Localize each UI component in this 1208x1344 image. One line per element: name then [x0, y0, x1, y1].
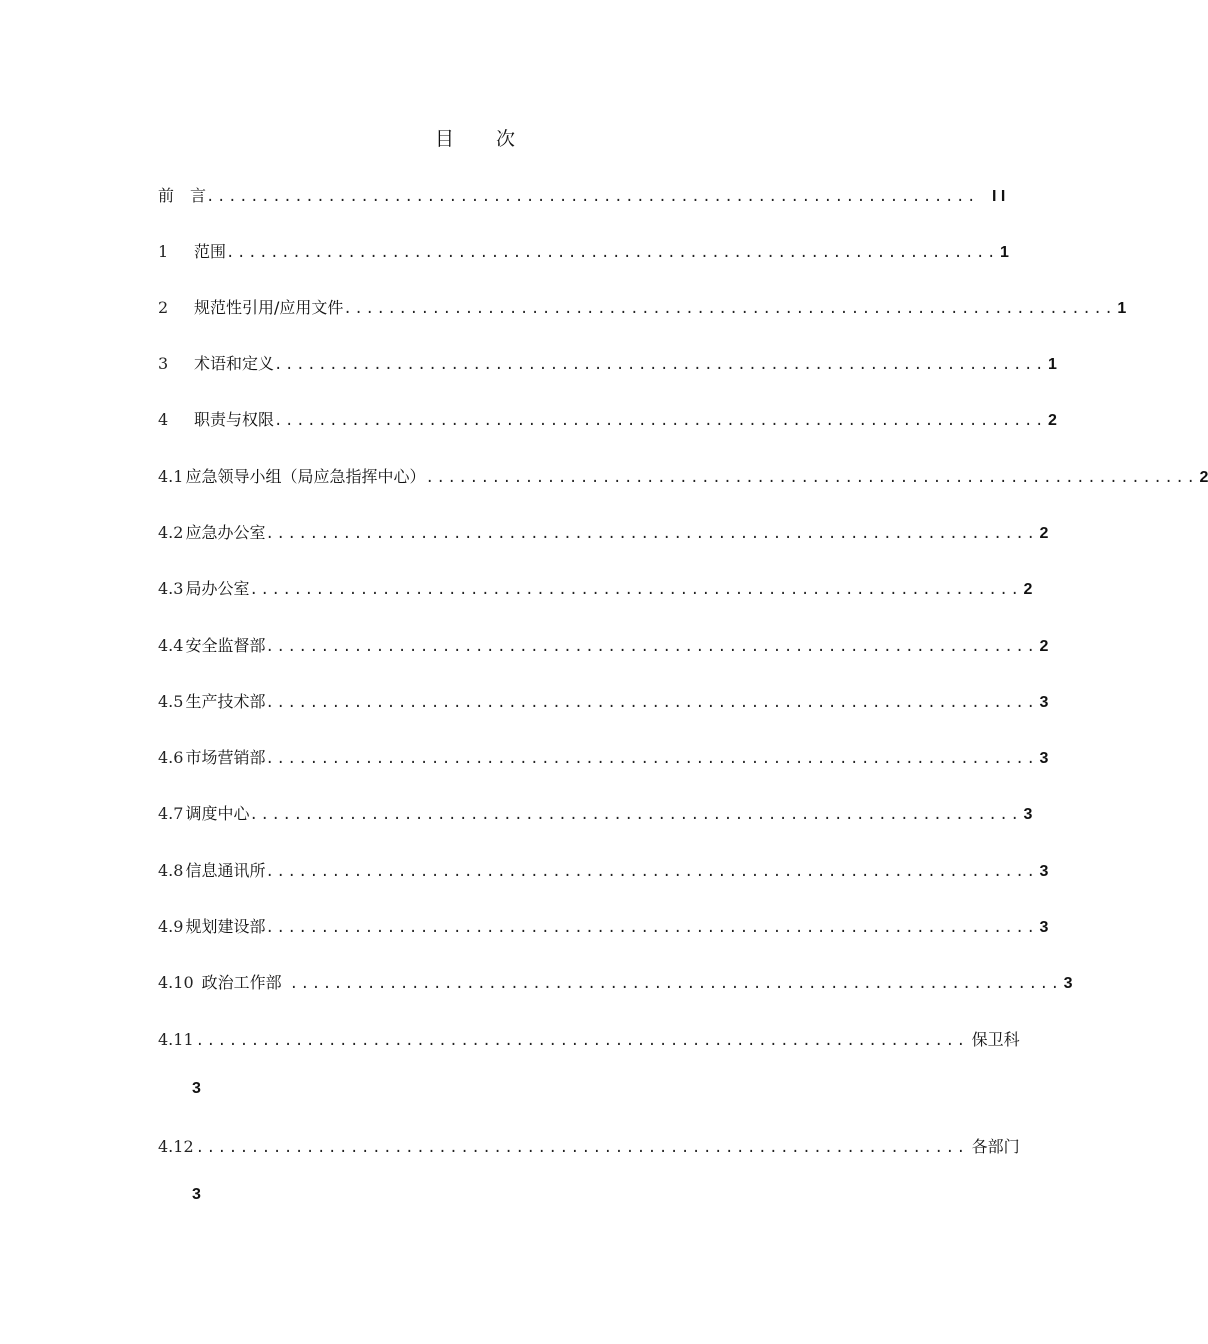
toc-leader-dots: ...................................................................... [289, 976, 1062, 992]
toc-entry-label: 应急领导小组（局应急指挥中心） [185, 467, 426, 486]
toc-entry-number: 2 [158, 298, 169, 317]
toc-entry-label: 政治工作部 [201, 973, 282, 992]
toc-leader-dots: ...................................................................... [249, 807, 1022, 823]
toc-entry-page: 2 [1039, 638, 1049, 655]
toc-leader-dots: ...................................................................... [274, 413, 1047, 429]
toc-entry-number: 1 [158, 242, 169, 261]
toc-entry[interactable] [158, 238, 1009, 266]
toc-entry-number: 4.9 [158, 917, 184, 936]
toc-entry-label: 范围 [194, 242, 227, 261]
toc-entry[interactable] [158, 519, 1049, 547]
toc-entry-page: 2 [1048, 412, 1057, 429]
toc-entry[interactable] [158, 575, 1033, 603]
toc-entry-label: 职责与权限 [194, 410, 275, 429]
toc-entry-number: 4.11 [158, 1030, 194, 1049]
toc-entry-number: 4.12 [158, 1137, 194, 1156]
toc-leader-dots: ...................................................................... [195, 1033, 968, 1049]
toc-entry-label: 生产技术部 [185, 692, 266, 711]
toc-entry-page: 2 [1023, 581, 1033, 598]
toc-leader-dots: ...................................................................... [249, 582, 1022, 598]
toc-entry-page: 1 [1000, 244, 1009, 261]
toc-entry-number: 4.3 [158, 579, 184, 598]
toc-leader-dots: ...................................................................... [265, 920, 1038, 936]
toc-entry[interactable] [158, 800, 1033, 828]
toc-entry-label: 信息通讯所 [185, 861, 266, 880]
toc-entry-page: 1 [1048, 356, 1057, 373]
toc-entry-page: 2 [1199, 469, 1208, 486]
toc-entry-number: 4.8 [158, 861, 184, 880]
toc-entry-page: 3 [1023, 806, 1033, 823]
toc-entry[interactable] [158, 406, 1057, 434]
toc-leader-dots: ...................................................................... [226, 245, 999, 261]
toc-entry-label: 各部门 [971, 1137, 1020, 1156]
toc-entry-label: 规划建设部 [185, 917, 266, 936]
toc-entry[interactable] [158, 632, 1049, 660]
toc-entry-label: 前 言 [158, 186, 207, 205]
toc-leader-dots: ...................................................................... [343, 301, 1116, 317]
toc-entry[interactable] [158, 857, 1049, 885]
toc-entry-label: 安全监督部 [185, 636, 266, 655]
toc-leader-dots: ...................................................................... [195, 1140, 968, 1156]
toc-leader-dots: ...................................................................... [274, 357, 1047, 373]
toc-entry-label: 局办公室 [185, 579, 250, 598]
toc-entry[interactable] [158, 744, 1049, 772]
toc-entry-page: 3 [1039, 694, 1049, 711]
toc-entry-number: 4.2 [158, 523, 184, 542]
toc-entry-number: 3 [158, 354, 169, 373]
toc-leader-dots: ...................................................................... [265, 864, 1038, 880]
toc-entry-page: 2 [1039, 525, 1049, 542]
toc-entry-page: 3 [1063, 975, 1073, 992]
toc-entry-page: 3 [1039, 919, 1049, 936]
toc-entry[interactable] [158, 463, 1208, 491]
toc-title: 目 次 [434, 128, 534, 150]
toc-entry-page: 3 [192, 1186, 201, 1203]
toc-entry-number: 4.7 [158, 804, 184, 823]
toc-entry-number: 4.6 [158, 748, 184, 767]
toc-leader-dots: ...................................................................... [206, 189, 979, 205]
toc-entry-number: 4.10 [158, 973, 194, 992]
toc-entry-wrapped[interactable] [158, 1133, 1020, 1161]
toc-entry-label: 应急办公室 [185, 523, 266, 542]
toc-entry-page: I I [992, 188, 1006, 205]
toc-leader-dots: ...................................................................... [425, 470, 1198, 486]
toc-entry-page: 3 [192, 1080, 201, 1097]
toc-leader-dots: ...................................................................... [265, 526, 1038, 542]
toc-entry[interactable] [158, 294, 1127, 322]
toc-entry[interactable] [158, 350, 1057, 378]
toc-entry[interactable] [158, 688, 1049, 716]
toc-entry-number: 4.4 [158, 636, 184, 655]
toc-entry[interactable] [158, 969, 1073, 997]
toc-entry-preface[interactable] [158, 182, 1006, 210]
toc-entry-number: 4.5 [158, 692, 184, 711]
toc-entry-label: 调度中心 [185, 804, 250, 823]
toc-entry-page: 1 [1117, 300, 1127, 317]
toc-entry-wrapped[interactable] [158, 1026, 1020, 1054]
toc-entry-page: 3 [1039, 863, 1049, 880]
toc-leader-dots: ...................................................................... [265, 639, 1038, 655]
toc-entry-label: 术语和定义 [194, 354, 275, 373]
toc-entry[interactable] [158, 913, 1049, 941]
toc-entry-label: 保卫科 [971, 1030, 1020, 1049]
toc-leader-dots: ...................................................................... [265, 695, 1038, 711]
toc-leader-dots: ...................................................................... [265, 751, 1038, 767]
toc-entry-number: 4 [158, 410, 169, 429]
toc-entry-label: 市场营销部 [185, 748, 266, 767]
toc-entry-page: 3 [1039, 750, 1049, 767]
toc-entry-label: 规范性引用/应用文件 [194, 298, 344, 317]
toc-entry-number: 4.1 [158, 467, 184, 486]
